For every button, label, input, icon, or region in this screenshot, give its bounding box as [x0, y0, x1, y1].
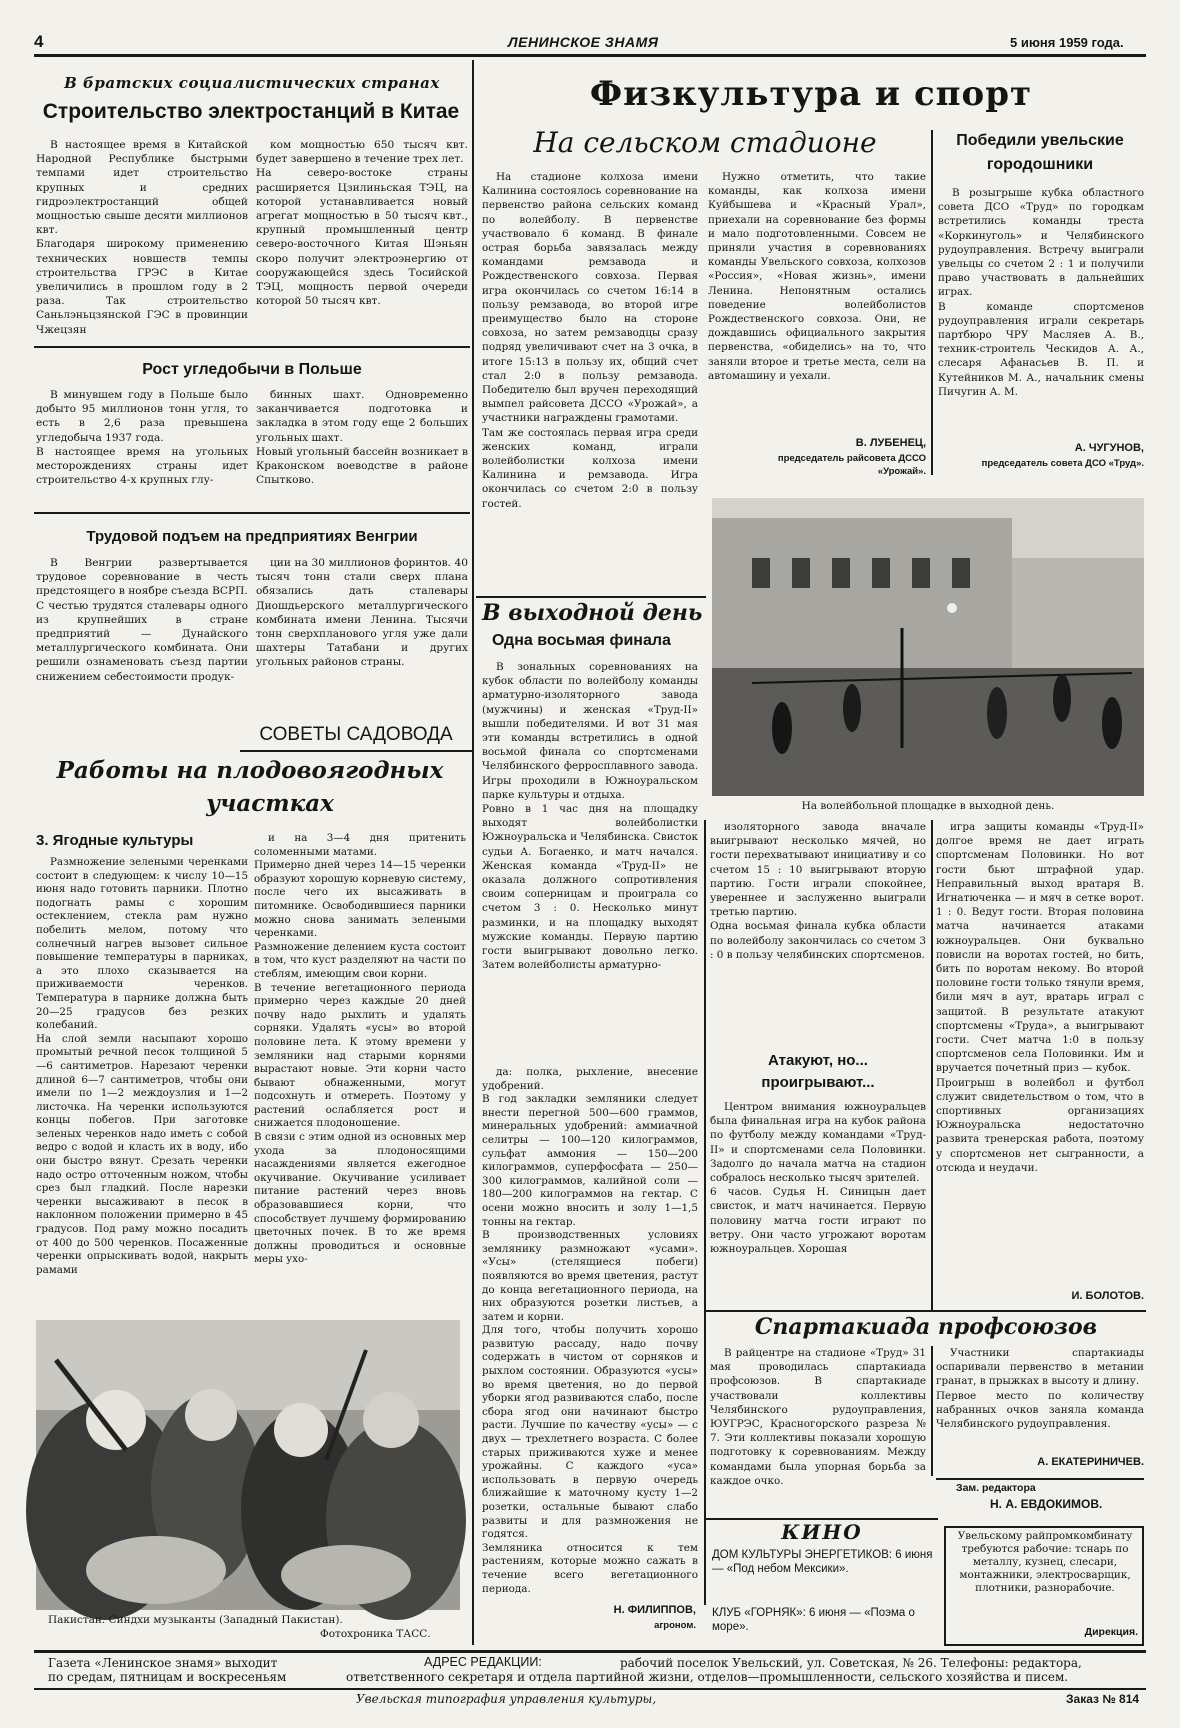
issue-date: 5 июня 1959 года. [1010, 35, 1124, 50]
footer-schedule: Газета «Ленинское знамя» выходит [48, 1656, 278, 1670]
article-title: Строительство электростанций в Китае [42, 100, 460, 123]
photo-musicians-image [36, 1320, 460, 1610]
divider [706, 1310, 1146, 1312]
article-text: Участники спартакиады оспаривали первенство в метании гранат, в прыжках в высоту и длину. Первое место по количеству набранных очков заняла команда Челябинского рудоуправления. [936, 1347, 1144, 1431]
footer-schedule: по средам, пятницам и воскресеньям [48, 1670, 287, 1684]
column-rule [704, 820, 706, 1605]
article-text: ком мощностью 650 тысяч квт. будет завершено в течение трех лет. На северо-востоке страны расширяется Цзилиньская ТЭЦ, на которой устанавливается новый агрегат мощностью в 50 тысяч квт., крупный промышленный центр северо-восточного Китая Шэньян скоро получит электроэнергию от сооружающейся здесь Тосийской ТЭЦ, мощность первой очереди которой 50 тысяч квт. [256, 139, 468, 308]
article-text: В минувшем году в Польше было добыто 95 миллионов тонн угля, то есть в 2,6 раза превышена угледобыча 1937 года. В настоящее время на угольных месторождениях страны идет строительство 4-х крупных глу- [36, 389, 248, 487]
article-title: Спартакиада профсоюзов [754, 1314, 1098, 1340]
job-ad-signature: Дирекция. [1084, 1626, 1138, 1638]
editor-label: Зам. редактора [956, 1482, 1036, 1494]
article-title: Трудовой подъем на предприятиях Венгрии [86, 528, 418, 545]
cinema-listing: КЛУБ «ГОРНЯК»: 6 июня — «Поэма о море». [712, 1607, 915, 1633]
divider [34, 346, 470, 348]
article-text: ции на 30 миллионов форинтов. 40 тысяч тонн стали сверх плана обязались дать сталевары Диошдьерского металлургического комбината имени Ленина. Тысячи тонн сверхпланового угля уже дали шахтеры Татабани и других угольных районов страны. [256, 557, 468, 669]
signature-role: председатель совета ДСО «Труд». [981, 458, 1144, 469]
article-text: бинных шахт. Одновременно заканчивается подготовка и закладка в этом году еще 2 больших угольных шахт. Новый угольный бассейн возникает в Краконском воеводстве в районе Спытково. [256, 389, 468, 487]
signature: И. БОЛОТОВ. [1071, 1290, 1144, 1302]
footer-address-label: АДРЕС РЕДАКЦИИ: [424, 1655, 542, 1669]
divider [476, 596, 706, 598]
masthead-rule [34, 54, 1146, 57]
photo-caption: Пакистан. Синдхи музыканты (Западный Пакистан). [48, 1614, 343, 1626]
divider [34, 512, 470, 514]
article-title: Работы на плодовоягодных [56, 757, 444, 784]
footer-address: рабочий поселок Увельский, ул. Советская, № 26. Телефоны: редактора, [620, 1656, 1082, 1670]
job-ad-text: Увельскому райпромкомбинату требуются рабочие: тснарь по металлу, кузнец, слесари, монтажники, электросварщик, плотники, разнорабочие. [957, 1530, 1133, 1594]
article-text: и на 3—4 дня притенить соломенными матами. Примерно дней через 14—15 черенки образуют хорошую корневую систему, после чего их высаживать в питомнике. Освободившиеся парники можно снова занимать зелеными черенками. Размножение делением куста состоит в том, что куст разделяют на части по стеблям, имеющим свои корни. В течение вегетационного периода примерно через каждые 20 дней почву надо рыхлить и удалять сорняки. Удалять «усы» во второй половине лета. К этому времени у земляники над старыми корнями вырастают новые. Эти корни часто бывают обнаженными, могут подсохнуть и отмереть. Поэтому у растений ослабляется рост и снижается плодоношение. В связи с этим одной из основных мер ухода за плодоносящими насаждениями является ежегодное окучивание. Окучивание усиливает питание растений через вновь образовавшиеся корни, что способствует лучшему формированию цветочных почек. В то же время должны проводиться и основные меры ухо- [254, 832, 466, 1266]
article-subtitle: 3. Ягодные культуры [36, 832, 194, 849]
divider [240, 750, 472, 752]
signature: В. ЛУБЕНЕЦ, [855, 437, 926, 449]
article-text: изоляторного завода вначале выигрывают несколько мячей, но гости перехватывают инициативу и со счетом 15 : 10 выигрывают вторую партию. Гости играли спокойнее, увереннее и заслуженно выиграли третью партию. Одна восьмая финала кубка области по волейболу закончилась со счетом 3 : 0 в пользу челябинских спортсменов. [710, 821, 926, 961]
article-text: Нужно отметить, что такие команды, как колхоза имени Куйбышева и «Красный Урал», приехали на соревнование без формы и мало подготовленными. Совсем не приняли участия в соревнованиях команды Увельского совхоза, колхозов «Россия», «Новая жизнь», имени Ленина. Непонятным остались поведение волейболистов Рождественского совхоза. Они, не дождавшись официального закрытия первенства, «обиделись» на то, что заняли второе и третье места, сели на автомашину и уехали. [708, 171, 926, 382]
article-title: Атакуют, но... [768, 1052, 868, 1069]
photo-volleyball-image [712, 498, 1144, 796]
article-title: участках [206, 790, 334, 817]
column-rule [931, 820, 933, 1310]
signature: А. ЧУГУНОВ, [1074, 442, 1144, 454]
article-subtitle: Одна восьмая финала [492, 632, 671, 649]
footer-rule [34, 1688, 1146, 1690]
signature-role: председатель райсовета ДССО «Урожай». [777, 453, 926, 477]
article-title: На сельском стадионе [533, 126, 877, 159]
newspaper-name: ЛЕНИНСКОЕ ЗНАМЯ [508, 34, 659, 50]
column-rule [931, 130, 933, 475]
printer-info: Увельская типография управления культуры, [356, 1692, 657, 1706]
photo-credit: Фотохроника ТАСС. [320, 1628, 431, 1640]
order-number: Заказ № 814 [1066, 1692, 1140, 1706]
photo-caption: На волейбольной площадке в выходной день. [801, 800, 1055, 812]
cinema-title: КИНО [781, 1520, 863, 1544]
cinema-listing: ДОМ КУЛЬТУРЫ ЭНЕРГЕТИКОВ: 6 июня — «Под небом Мексики». [712, 1549, 933, 1575]
column-rule [472, 60, 474, 1645]
editor-name: Н. А. ЕВДОКИМОВ. [990, 1497, 1103, 1511]
article-title: Победили увельские [956, 132, 1124, 149]
article-text: В Венгрии развертывается трудовое соревнование в честь предстоящего в ноябре съезда ВСРП. С честью трудятся сталевары одного из крупнейших в стране предприятий — Дунайского металлургического комбината. Они решили ознаменовать съезд партии снижением себестоимости продук- [36, 557, 248, 683]
article-text: В розыгрыше кубка областного совета ДСО «Труд» по городкам встретились команды треста «Коркинуголь» и Челябинского рудоуправления. Встречу выиграли увельцы со счетом 2 : 1 и получили право участвовать в дальнейших играх. В команде спортсменов рудоуправления играли секретарь партбюро ЧРУ Масляев А. В., техник-строитель Ческидов А. А., слесаря Афанасьев В. П. и Кутейников М. А., начальник смены Пичугин А. М. [938, 187, 1144, 398]
article-title: городошники [986, 156, 1094, 173]
photo-volleyball [712, 498, 1144, 796]
article-title: В выходной день [482, 600, 703, 626]
article-text: На стадионе колхоза имени Калинина состоялось соревнование на первенство района сельских команд по волейболу. В первенстве участвовало 6 команд. В финале острая борьба завязалась между командами ремзавода и Рождественского совхоза. Первая игра окончилась со счетом 16:14 в пользу ремзавода, во второй игре преимущество было на стороне совхоза, но затем ремзаводцы сразу подряд увеличивают счет на 3 очка, в итоге 15:13 в пользу их, общий счет стал 2:0 в пользу ремзавода. Победителю был вручен переходящий вымпел райсовета ДССО «Урожай», а участники награждены грамотами. Там же состоялась первая игра среди женских команд, играли волейболистки колхоза имени Калинина и ремзавода. Игра окончилась со счетом 2:0 в пользу гостей. [482, 171, 698, 510]
rubric: СОВЕТЫ САДОВОДА [259, 724, 453, 745]
divider [936, 1478, 1144, 1480]
article-text: В зональных соревнованиях на кубок области по волейболу команды арматурно-изоляторного завода (мужчины) и женская «Труд-II» вышли победителями. И вот 31 мая эти команды встретились в одной восьмой финала со спортсменами Челябинского ферросплавного завода. Игры проходили в Южноуральском парке культуры и отдыха. Ровно в 1 час дня на площадку выходят волейболистки Южноуральска и Челябинска. Свисток судьи А. Богаенко, и матч начался. Женская команда «Труд-II» не оказала должного сопротивления своим соперницам и проиграла со счетом 3 : 0. Несколько минут разминки, и на площадку выходят мужские команды. Первую партию гости выигрывают довольно легко. Затем волейболисты арматурно- [482, 661, 698, 972]
rubric: В братских социалистических странах [64, 74, 440, 92]
signature: А. ЕКАТЕРИНИЧЕВ. [1037, 1456, 1144, 1468]
article-text: В настоящее время в Китайской Народной Республике быстрыми темпами идет строительство крупных и средних гидроэлектростанций общей мощностью свыше десяти миллионов квт. Благодаря широкому применению технических новшеств темпы строительства ГРЭС в Китае увеличились в прошлом году в 2 раза. Так строительство Саньлэньцзянской ГЭС в провинции Чжецзян [36, 139, 248, 336]
article-title: проигрывают... [761, 1074, 875, 1091]
section-header: Физкультура и спорт [589, 74, 1033, 114]
signature: Н. ФИЛИППОВ, [613, 1604, 696, 1616]
article-text: игра защиты команды «Труд-II» долгое время не дает играть спортсменам Половинки. Но вот гости бьют штрафной удар. Неправильный выход вратаря В. Игнатюченка — и мяч в сетке ворот. 1 : 0. Ведут гости. Вторая половина матча начинается атаками южноуральцев. Они буквально повисли на воротах гостей, но бить, бить по воротам некому. Во второй половине гости только тянули время, били мяч в аут, вратарь играл с защитой. В результате атакуют спортсмены «Труда», а выигрывают гости. Счет матча 1:0 в пользу спортсменов села Половинки. Им и вручается почетный приз — кубок. Проигрыш в волейбол и футбол служит свидетельством о том, что в спортивных организациях Южноуральска недостаточно развита тренерская работа, поэтому у спортсменов нет сыгранности, а отсюда и неудачи. [936, 821, 1144, 1174]
signature-role: агроном. [654, 1620, 696, 1631]
page-number: 4 [34, 32, 44, 51]
column-rule [931, 1346, 933, 1476]
article-text: Размножение зелеными черенками состоит в следующем: к числу 10—15 июня надо готовить парники. Плотно подогнать рамы с хорошим остеклением, стекла рам нужно побелить мелом, потому что солнечный нагрев вызовет сильное повышение температуры в парниках, а это плохо сказывается на приживаемости черенков. Температура в парнике должна быть 20—25 градусов без резких колебаний. На слой земли насыпают хорошо промытый речной песок толщиной 5—6 сантиметров. Нарезают черенки длиной 6—7 сантиметров, чтобы они имели по 1—2 междоузлия и 1—2 листочка. На черенки используются концы побегов. При заготовке зеленых черенков надо иметь с собой ведро с водой и класть их в воду, ибо они быстро вянут. Срезать черенки надо остро отточенным ножом, чтобы срез был гладкий. После нарезки черенки высаживают в песок в наклонном положении примерно в 45 градусов. Под раму можно посадить от 400 до 500 черенков. Посаженные черенки опрыскивать водой, накрыть рамами [36, 856, 248, 1276]
article-text: В райцентре на стадионе «Труд» 31 мая проводилась спартакиада профсоюзов. В спартакиаде участвовали коллективы Челябинского рудоуправления, ЮУГРЭС, Красногорского разреза № 7. Эти коллективы показали хорошую подготовку к соревнованиям. Между командами была упорная борьба за каждое очко. [710, 1347, 926, 1487]
article-title: Рост угледобычи в Польше [142, 361, 362, 378]
article-text: да: полка, рыхление, внесение удобрений. В год закладки земляники следует внести перегной 500—600 граммов, минеральных удобрений: аммиачной селитры — 100—120 килограммов, сульфат аммония — 150—200 килограммов, суперфосфата — 250—300 килограммов, калийной соли — 180—200 килограммов на гектар. С осени можно вносить и золу 1—1,5 тонны на гектар. В производственных условиях землянику размножают «усами». «Усы» (стелящиеся побеги) появляются во время цветения, растут до конца вегетационного периода, на них образуются розетки листьев, а затем и корни. Для того, чтобы получить хорошо развитую рассаду, надо почву содержать в чистом от сорняков и рыхлом состоянии. Образуются «усы» во время цветения, но до первой уборки ягод развиваются слабо, после сбора ягод они начинают быстро расти. Лучшие по качеству «усы» — с двух — трехлетнего возраста. С более старых приживаются хуже и менее урожайны. С каждого «уса» использовать в первую очередь ближайшие к маточному кусту 1—2 розетки, остальные бывают слабо развиты и для размножения не годятся. Земляника относится к тем растениям, которые можно сажать в течение всего вегетационного периода. [482, 1066, 698, 1595]
article-text: Центром внимания южноуральцев была финальная игра на кубок района по футболу между командами «Труд-II» и спортсменами села Половинки. Задолго до начала матча на стадион собралось несколько тысяч зрителей. 6 часов. Судья Н. Синицын дает свисток, и матч начинается. Первую половину матча гости играют по ветру. Они часто угрожают воротам южноуральцев. Хорошая [710, 1101, 926, 1256]
footer-address: ответственного секретаря и отдела партийной жизни, отделов—промышленности, сельского хозяйства и писем. [346, 1670, 1069, 1684]
footer-rule [34, 1650, 1146, 1653]
photo-musicians [36, 1320, 460, 1610]
